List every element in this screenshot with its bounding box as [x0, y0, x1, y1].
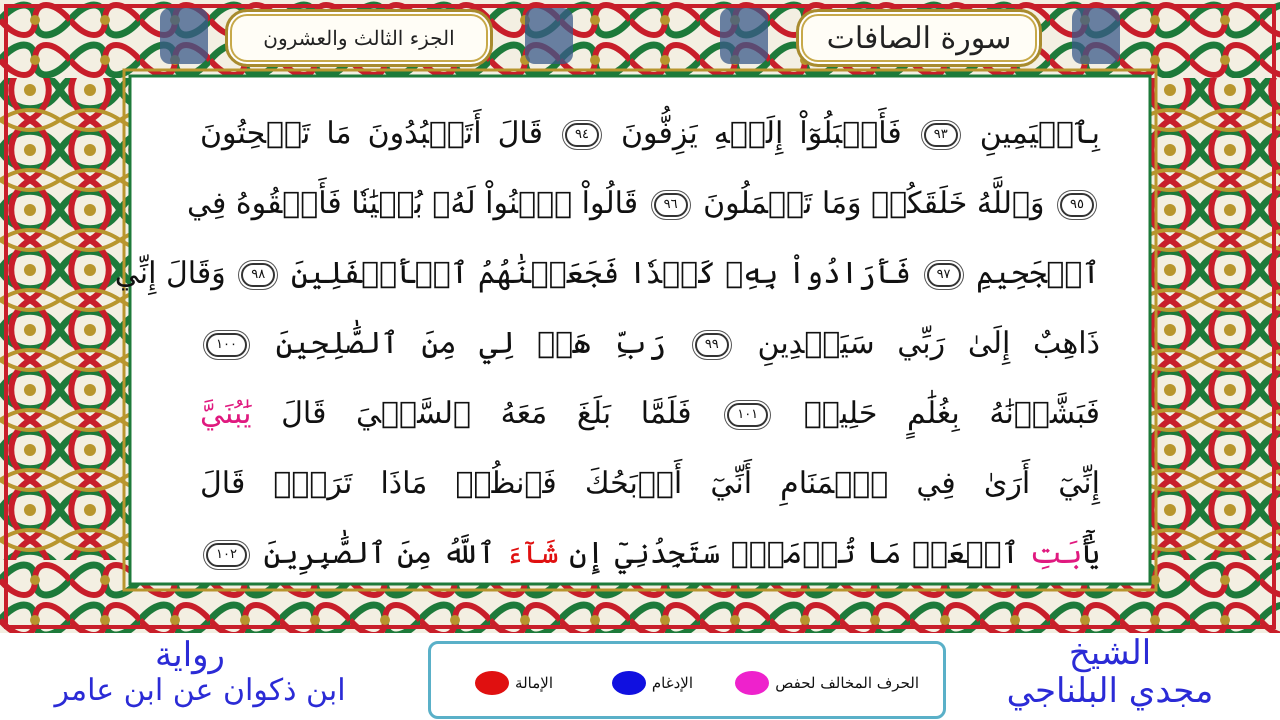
verse-text: ذَاهِبٌ إِلَىٰ رَبِّي سَيَهۡدِينِ [757, 326, 1100, 361]
red-dot-icon [475, 671, 509, 695]
verse-text: ٱفۡعَلۡ مَا تُؤۡمَرُۖ سَتَجِدُنِيٓ إِن [569, 536, 1020, 571]
verse-line-4 [200, 318, 1100, 370]
pink-dot-icon [735, 671, 769, 695]
verse-line-5 [200, 388, 1100, 440]
mushaf-page [114, 82, 1140, 582]
verse-text: فَأَقۡبَلُوٓاْ إِلَيۡهِ يَزِفُّونَ [620, 116, 902, 151]
legend-label: الإمالة [515, 674, 553, 692]
ayah-number-marker: ٩٤ [565, 123, 599, 147]
verse-line-7 [200, 528, 1100, 580]
legend-item-imala [475, 670, 553, 696]
legend-item-idgham [612, 670, 693, 696]
verse-text: فَلَمَّا بَلَغَ مَعَهُ ٱلسَّعۡيَ قَالَ [281, 396, 692, 431]
verse-line-2 [186, 178, 1100, 230]
verse-text: بِٱلۡيَمِينِ [979, 116, 1100, 151]
ayah-number-marker: ٩٧ [927, 263, 961, 287]
legend-label: الحرف المخالف لحفص [775, 674, 919, 692]
verse-text: فَبَشَّرۡنَٰهُ بِغُلَٰمٍ حَلِيمٖ [803, 396, 1100, 431]
ayah-number-marker: ١٠٠ [206, 333, 247, 357]
riwaya-name: ابن ذكوان عن ابن عامر [54, 673, 346, 708]
verse-text: وَقَالَ إِنِّي [114, 256, 226, 291]
surah-title-cartouche [796, 9, 1042, 67]
juz-title: الجزء الثالث والعشرون [263, 26, 455, 50]
verse-text: قَالَ أَتَعۡبُدُونَ مَا تَنۡحِتُونَ [200, 116, 543, 151]
verse-text: ٱللَّهُ مِنَ ٱلصَّٰبِرِينَ [263, 536, 496, 571]
legend-item-hafs-difference [735, 670, 919, 696]
sheikh-name: مجدي البلناجي [1006, 671, 1214, 711]
ayah-number-marker: ١٠١ [727, 403, 768, 427]
verse-text-highlight-red: شَآءَ [505, 536, 559, 571]
verse-text: يَٰٓأَ [1082, 536, 1100, 571]
ayah-number-marker: ٩٣ [924, 123, 958, 147]
verse-text: وَٱللَّهُ خَلَقَكُمۡ وَمَا تَعۡمَلُونَ [703, 186, 1045, 221]
verse-text: إِنِّيٓ أَرَىٰ فِي ٱلۡمَنَامِ أَنِّيٓ أَذۡبَحُكَ فَٱنظُرۡ مَاذَا تَرَىٰۚ [273, 466, 1100, 501]
ayah-number-marker: ٩٨ [241, 263, 275, 287]
blue-dot-icon [612, 671, 646, 695]
verse-text: قَالُواْ ٱبۡنُواْ لَهُۥ بُنۡيَٰنٗا فَأَلۡقُوهُ فِي [186, 186, 639, 221]
footer-bar [0, 633, 1280, 720]
riwaya-label: رواية [155, 635, 225, 675]
juz-title-cartouche [225, 9, 493, 67]
verse-text: رَبِّ هَبۡ لِي مِنَ ٱلصَّٰلِحِينَ [275, 326, 667, 361]
ayah-number-marker: ٩٥ [1060, 193, 1094, 217]
verse-text: قَالَ [200, 466, 246, 501]
verse-text: ٱلۡجَحِيمِ [976, 256, 1100, 291]
verse-text-highlight-pink: بَتِ [1029, 536, 1083, 571]
ayah-number-marker: ٩٦ [654, 193, 688, 217]
surah-title: سورة الصافات [826, 20, 1012, 56]
verse-line-3 [114, 248, 1100, 300]
legend-label: الإدغام [651, 674, 693, 692]
ayah-number-marker: ١٠٢ [206, 543, 247, 567]
sheikh-label: الشيخ [1068, 633, 1152, 673]
verse-line-1 [200, 108, 1100, 160]
color-legend [428, 641, 946, 719]
ayah-number-marker: ٩٩ [695, 333, 729, 357]
verse-line-6 [200, 458, 1100, 510]
verse-text: فَأَرَادُواْ بِهِۦ كَيۡدٗا فَجَعَلۡنَٰهُمُ ٱلۡأَسۡفَلِينَ [290, 256, 912, 291]
verse-text-highlight-pink: يَٰبُنَيَّ [200, 396, 252, 431]
